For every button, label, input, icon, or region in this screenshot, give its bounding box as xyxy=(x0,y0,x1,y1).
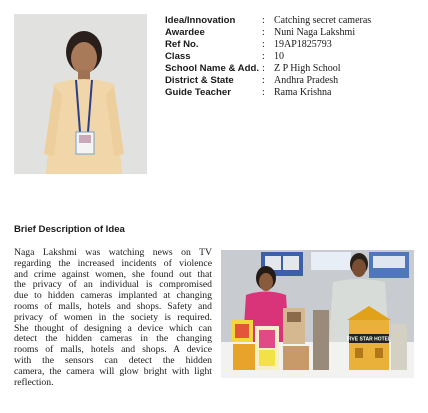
info-label: District & State xyxy=(165,74,234,86)
info-value: Rama Krishna xyxy=(274,86,332,98)
info-value: Z P High School xyxy=(274,62,341,74)
info-row-idea xyxy=(165,14,420,26)
description-heading: Brief Description of Idea xyxy=(14,224,125,235)
description-line: rooms of malls, hotels and shops. Safety and xyxy=(14,300,212,312)
awardee-info-table xyxy=(165,14,420,98)
info-row-class xyxy=(165,50,420,62)
info-label: School Name & Add. xyxy=(165,62,259,74)
description-line: and crime against women, she found out that xyxy=(14,268,212,280)
info-label: Ref No. xyxy=(165,38,199,50)
info-value: 10 xyxy=(274,50,284,62)
info-row-awardee xyxy=(165,26,420,38)
info-value: 19AP1825793 xyxy=(274,38,332,50)
description-line: due to hidden cameras implanted at changing xyxy=(14,290,212,302)
info-label: Guide Teacher xyxy=(165,86,231,98)
info-separator: : xyxy=(262,50,265,62)
description-line: privacy of women in the society is required. xyxy=(14,311,212,323)
description-line: regarding the increased incidents of violence xyxy=(14,257,212,269)
description-line: with the sensors can detect the hidden xyxy=(14,354,212,366)
info-separator: : xyxy=(262,38,265,50)
info-separator: : xyxy=(262,86,265,98)
description-line: rooms of malls, hotels and shops. A device xyxy=(14,344,212,356)
info-separator: : xyxy=(262,62,265,74)
info-row-ref-no xyxy=(165,38,420,50)
info-value: Andhra Pradesh xyxy=(274,74,339,86)
info-value: Nuni Naga Lakshmi xyxy=(274,26,356,38)
info-row-school xyxy=(165,62,420,74)
info-label: Class xyxy=(165,50,191,62)
info-separator: : xyxy=(262,26,265,38)
description-line: She thought of designing a device which can xyxy=(14,322,212,334)
description-line: Naga Lakshmi was watching news on TV xyxy=(14,247,212,258)
info-separator: : xyxy=(262,74,265,86)
info-label: Idea/Innovation xyxy=(165,14,236,26)
description-line: camera, the camera will glow bright with light xyxy=(14,365,212,377)
project-photo xyxy=(221,250,414,378)
info-value: Catching secret cameras xyxy=(274,14,372,26)
description-line: the privacy of an individual is compromised xyxy=(14,279,212,291)
description-line: reflection. xyxy=(14,376,54,388)
info-row-guide-teacher xyxy=(165,86,420,98)
info-row-district xyxy=(165,74,420,86)
description-text xyxy=(14,248,212,388)
awardee-portrait xyxy=(14,14,147,174)
model-sign-text: FIVE STAR HOTEL xyxy=(346,336,392,343)
info-separator: : xyxy=(262,14,265,26)
description-line: detect the hidden cameras in the changing xyxy=(14,333,212,345)
info-label: Awardee xyxy=(165,26,205,38)
project-photo-illustration xyxy=(221,250,414,378)
portrait-illustration xyxy=(14,14,147,174)
